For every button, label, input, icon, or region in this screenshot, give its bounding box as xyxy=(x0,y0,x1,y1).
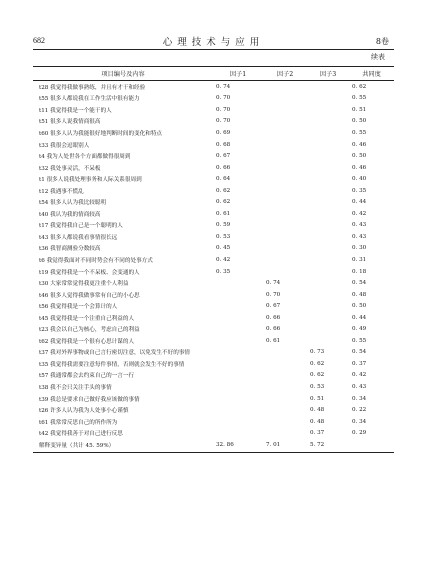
header-rule xyxy=(33,49,394,50)
table-row xyxy=(33,116,394,128)
factor3-loading xyxy=(307,289,349,301)
item-text: t4 我为人处世各个方面都做得很周到 xyxy=(39,154,131,161)
column-header-factor1: 因子1 xyxy=(213,67,263,81)
factor1-loading: 0. 74 xyxy=(216,83,231,90)
factor2-loading xyxy=(263,370,307,382)
factor1-loading: 0. 70 xyxy=(216,118,231,125)
table-row xyxy=(33,416,394,428)
factor3-loading xyxy=(307,335,349,347)
factor1-loading: 0. 70 xyxy=(216,106,231,113)
table-row xyxy=(33,323,394,335)
item-text: t26 许多人认为我为人处事小心谨慎 xyxy=(39,408,129,415)
factor1-loading: 0. 69 xyxy=(216,129,231,136)
factor2-loading xyxy=(263,404,307,416)
communality: 0. 31 xyxy=(352,256,367,263)
communality: 0. 35 xyxy=(352,187,367,194)
factor1-loading: 0. 70 xyxy=(216,95,231,102)
table-row xyxy=(33,427,394,439)
item-text: t46 很多人觉得我做事常有自己的小心思 xyxy=(39,292,140,299)
communality: 0. 48 xyxy=(352,291,367,298)
factor3-loading xyxy=(307,277,349,289)
factor3-loading xyxy=(307,196,349,208)
factor2-loading: 0. 70 xyxy=(266,291,281,298)
summary-row xyxy=(33,439,394,453)
item-text: t56 我觉得我是一个会算计的人 xyxy=(39,304,118,311)
communality: 0. 46 xyxy=(352,141,367,148)
communality: 0. 34 xyxy=(352,395,367,402)
variance-explained-value: 7. 01 xyxy=(263,439,307,453)
table-row xyxy=(33,173,394,185)
table-row xyxy=(33,358,394,370)
factor1-loading xyxy=(213,370,263,382)
factor2-loading xyxy=(263,104,307,116)
factor3-loading xyxy=(307,323,349,335)
item-text: t33 我很会逗眼别人 xyxy=(39,142,90,149)
item-text: t17 我觉得我自己是一个聪明的人 xyxy=(39,223,123,230)
factor1-loading: 0. 53 xyxy=(216,233,231,240)
factor1-loading xyxy=(213,404,263,416)
factor3-loading xyxy=(307,104,349,116)
factor2-loading: 0. 61 xyxy=(266,337,281,344)
factor1-loading xyxy=(213,335,263,347)
item-text: t32 我处事灵活，不呆板 xyxy=(39,165,101,172)
item-text: t28 我觉得我做事熟练，并且有才干和经验 xyxy=(39,84,146,91)
table-row xyxy=(33,162,394,174)
communality: 0. 43 xyxy=(352,233,367,240)
factor1-loading: 0. 35 xyxy=(216,268,231,275)
factor2-loading xyxy=(263,220,307,232)
factor2-loading xyxy=(263,381,307,393)
table-row xyxy=(33,185,394,197)
factor1-loading: 0. 67 xyxy=(216,153,231,160)
communality: 0. 44 xyxy=(352,314,367,321)
item-text: t42 我觉得我善于对自己进行反思 xyxy=(39,431,123,438)
communality: 0. 43 xyxy=(352,222,367,229)
factor1-loading: 0. 59 xyxy=(216,222,231,229)
factor1-loading xyxy=(213,300,263,312)
factor1-loading: 0. 64 xyxy=(216,176,231,183)
factor2-loading xyxy=(263,81,307,93)
factor3-loading xyxy=(307,185,349,197)
item-text: t60 很多人认为我能很好地判断时间的变化和特点 xyxy=(39,130,163,137)
communality: 0. 50 xyxy=(352,303,367,310)
factor2-loading: 0. 67 xyxy=(266,303,281,310)
factor2-loading xyxy=(263,393,307,405)
table-row xyxy=(33,127,394,139)
table-row xyxy=(33,139,394,151)
item-text: t45 我觉得我是一个注重自己利益的人 xyxy=(39,315,135,322)
table-row xyxy=(33,381,394,393)
factor3-loading: 0. 48 xyxy=(310,407,325,414)
item-text: t23 我会以自己为核心，考虑自己的利益 xyxy=(39,327,140,334)
table-row xyxy=(33,81,394,93)
item-text: t6 我觉得我面对不同时势会有不同的处事方式 xyxy=(39,257,153,264)
factor3-loading: 0. 48 xyxy=(310,418,325,425)
item-text: t12 我遇事不慌乱 xyxy=(39,188,84,195)
communality: 0. 37 xyxy=(352,360,367,367)
table-header-row xyxy=(33,67,394,81)
variance-explained-value: 32. 86 xyxy=(213,439,263,453)
item-text: t37 我对外界事物或自己言行密切注意，以免发生不好的事情 xyxy=(39,350,190,357)
factor3-loading xyxy=(307,243,349,255)
factor2-loading: 0. 66 xyxy=(266,314,281,321)
factor1-loading xyxy=(213,358,263,370)
factor1-loading xyxy=(213,381,263,393)
communality: 0. 54 xyxy=(352,349,367,356)
factor2-loading xyxy=(263,116,307,128)
factor3-loading: 0. 53 xyxy=(310,383,325,390)
item-text: t30 大家常常觉得我更注重个人利益 xyxy=(39,281,129,288)
factor3-loading xyxy=(307,266,349,278)
communality: 0. 50 xyxy=(352,118,367,125)
item-text: t36 我智商测验分数较高 xyxy=(39,246,101,253)
table-row xyxy=(33,266,394,278)
communality: 0. 43 xyxy=(352,383,367,390)
factor1-loading: 0. 68 xyxy=(216,141,231,148)
communality: 0. 42 xyxy=(352,210,367,217)
table-row xyxy=(33,150,394,162)
variance-explained-value: 5. 72 xyxy=(307,439,349,453)
item-text: t61 我常常反思自己的所作所为 xyxy=(39,419,118,426)
factor3-loading: 0. 62 xyxy=(310,360,325,367)
factor2-loading: 0. 66 xyxy=(266,326,281,333)
column-header-factor2: 因子2 xyxy=(263,67,307,81)
factor3-loading xyxy=(307,220,349,232)
continued-label: 续表 xyxy=(371,53,385,61)
factor2-loading xyxy=(263,347,307,359)
factor1-loading xyxy=(213,347,263,359)
factor1-loading xyxy=(213,277,263,289)
table-row xyxy=(33,104,394,116)
factor3-loading xyxy=(307,116,349,128)
factor2-loading: 0. 74 xyxy=(266,280,281,287)
factor1-loading: 0. 45 xyxy=(216,245,231,252)
column-header-factor3: 因子3 xyxy=(307,67,349,81)
item-text: t51 很多人说我情商很高 xyxy=(39,119,101,126)
factor2-loading xyxy=(263,173,307,185)
table-row xyxy=(33,300,394,312)
communality: 0. 46 xyxy=(352,164,367,171)
factor2-loading xyxy=(263,254,307,266)
column-header-item: 项目编号及内容 xyxy=(33,67,213,81)
factor3-loading xyxy=(307,300,349,312)
factor3-loading xyxy=(307,150,349,162)
factor2-loading xyxy=(263,93,307,105)
factor1-loading: 0. 62 xyxy=(216,199,231,206)
factor2-loading xyxy=(263,266,307,278)
item-text: t1 很多人说我处理事务和人际关系很周到 xyxy=(39,177,142,184)
communality: 0. 29 xyxy=(352,430,367,437)
factor2-loading xyxy=(263,196,307,208)
communality: 0. 51 xyxy=(352,106,367,113)
factor3-loading xyxy=(307,208,349,220)
factor2-loading xyxy=(263,162,307,174)
factor3-loading: 0. 62 xyxy=(310,372,325,379)
table-row xyxy=(33,196,394,208)
table-row xyxy=(33,347,394,359)
factor3-loading xyxy=(307,162,349,174)
factor3-loading xyxy=(307,81,349,93)
variance-explained-label: 解释变异量（共计 45. 59%） xyxy=(33,439,213,453)
communality: 0. 40 xyxy=(352,176,367,183)
communality: 0. 55 xyxy=(352,95,367,102)
table-row xyxy=(33,243,394,255)
table-row xyxy=(33,370,394,382)
communality: 0. 62 xyxy=(352,83,367,90)
communality: 0. 42 xyxy=(352,372,367,379)
table-row xyxy=(33,335,394,347)
factor3-loading: 0. 51 xyxy=(310,395,325,402)
running-header xyxy=(0,0,427,48)
communality: 0. 54 xyxy=(352,280,367,287)
item-text: t54 很多人认为我比较聪明 xyxy=(39,200,107,207)
item-text: t39 我总是要求自己做好我应该做的事情 xyxy=(39,396,140,403)
factor2-loading xyxy=(263,208,307,220)
factor2-loading xyxy=(263,185,307,197)
item-text: t35 我觉得我需要注意每件事情，否则就会发生不好的事情 xyxy=(39,361,185,368)
communality: 0. 50 xyxy=(352,153,367,160)
factor3-loading: 0. 73 xyxy=(310,349,325,356)
communality: 0. 22 xyxy=(352,407,367,414)
table-row xyxy=(33,277,394,289)
factor1-loading: 0. 42 xyxy=(216,256,231,263)
volume-label: 8卷 xyxy=(375,37,389,46)
factor2-loading xyxy=(263,427,307,439)
table-row xyxy=(33,393,394,405)
factor2-loading xyxy=(263,231,307,243)
factor1-loading xyxy=(213,393,263,405)
factor3-loading xyxy=(307,139,349,151)
table-row xyxy=(33,289,394,301)
communality: 0. 18 xyxy=(352,268,367,275)
column-header-communality: 共同度 xyxy=(349,67,394,81)
factor2-loading xyxy=(263,358,307,370)
factor3-loading xyxy=(307,312,349,324)
communality: 0. 55 xyxy=(352,337,367,344)
item-text: t57 我通常都会去约束自己的一言一行 xyxy=(39,373,135,380)
factor1-loading xyxy=(213,312,263,324)
factor1-loading: 0. 62 xyxy=(216,187,231,194)
table-row xyxy=(33,93,394,105)
factor2-loading xyxy=(263,416,307,428)
factor2-loading xyxy=(263,127,307,139)
table-row xyxy=(33,220,394,232)
factor3-loading xyxy=(307,173,349,185)
factor1-loading: 0. 66 xyxy=(216,164,231,171)
factor1-loading xyxy=(213,416,263,428)
factor3-loading: 0. 37 xyxy=(310,430,325,437)
factor3-loading xyxy=(307,231,349,243)
communality: 0. 34 xyxy=(352,418,367,425)
item-text: t43 很多人都说我看事情很长远 xyxy=(39,234,118,241)
page-number: 682 xyxy=(33,36,45,45)
item-text: t38 我不会只关注手头的事情 xyxy=(39,384,112,391)
table-row xyxy=(33,208,394,220)
factor1-loading: 0. 61 xyxy=(216,210,231,217)
table-row xyxy=(33,404,394,416)
table-body xyxy=(33,81,394,453)
factor2-loading xyxy=(263,150,307,162)
journal-title: 心理技术与应用 xyxy=(162,37,265,48)
factor3-loading xyxy=(307,127,349,139)
communality: 0. 30 xyxy=(352,245,367,252)
factor3-loading xyxy=(307,254,349,266)
factor1-loading xyxy=(213,323,263,335)
table-row xyxy=(33,231,394,243)
factor2-loading xyxy=(263,139,307,151)
factor2-loading xyxy=(263,243,307,255)
item-text: t40 我认为我的情商较高 xyxy=(39,211,101,218)
item-text: t55 很多人都说我在工作生活中很有能力 xyxy=(39,96,140,103)
factor3-loading xyxy=(307,93,349,105)
table-row xyxy=(33,312,394,324)
communality: 0. 49 xyxy=(352,326,367,333)
item-text: t62 我觉得我是一个很有心思计谋的人 xyxy=(39,338,135,345)
variance-explained-value xyxy=(349,439,394,453)
communality: 0. 44 xyxy=(352,199,367,206)
table-row xyxy=(33,254,394,266)
item-text: t19 我觉得我是一个不呆板、会变通的人 xyxy=(39,269,140,276)
factor1-loading xyxy=(213,427,263,439)
factor-loading-table xyxy=(33,66,394,453)
communality: 0. 55 xyxy=(352,129,367,136)
factor1-loading xyxy=(213,289,263,301)
item-text: t11 我觉得我是一个能干的人 xyxy=(39,107,112,114)
